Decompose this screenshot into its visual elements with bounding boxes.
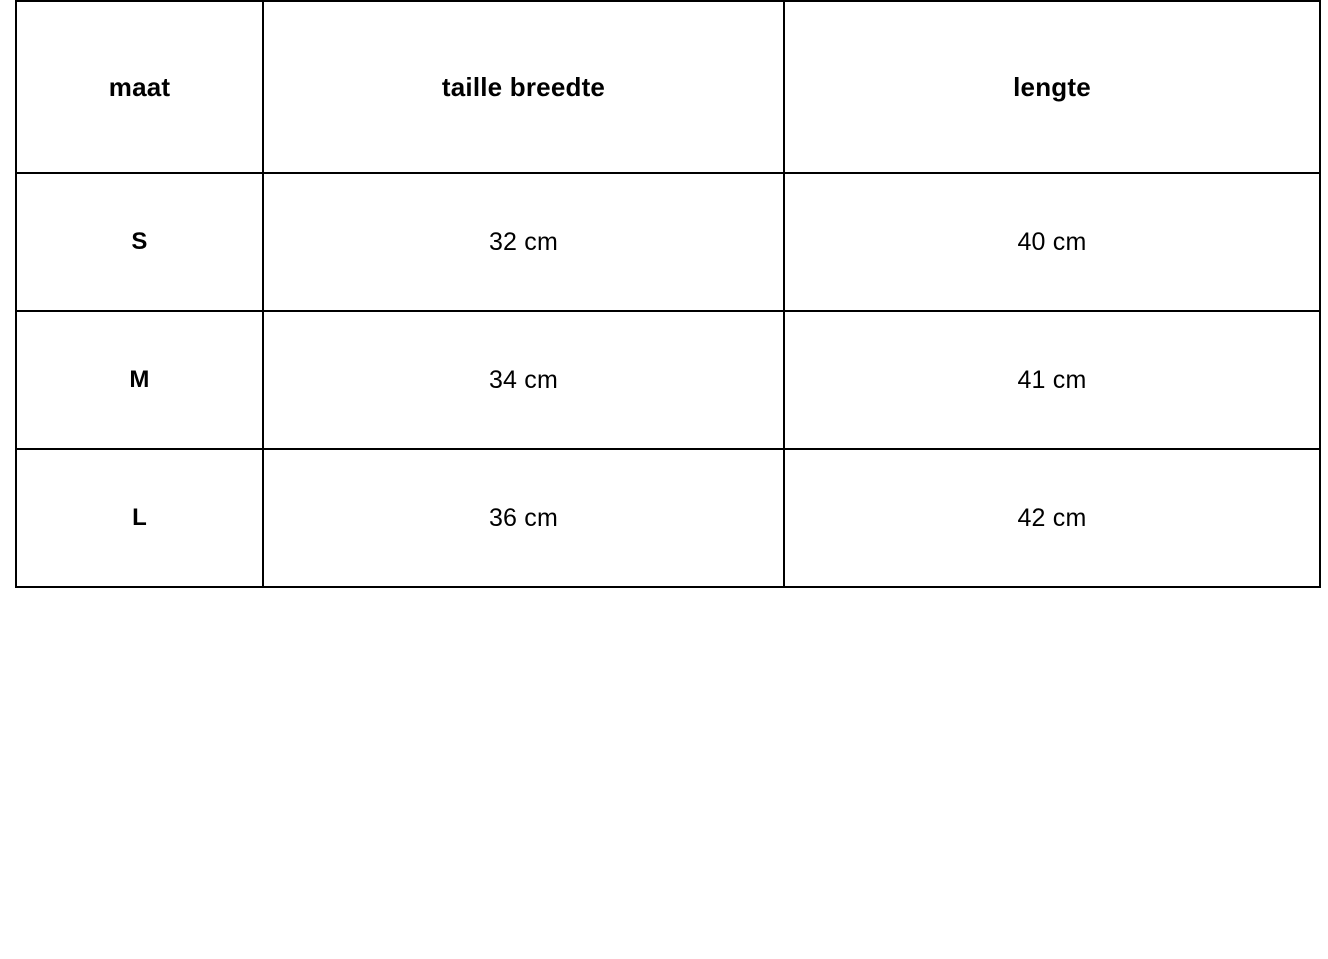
cell-size: S — [16, 173, 263, 311]
cell-length: 41 cm — [784, 311, 1320, 449]
cell-waist-width: 34 cm — [263, 311, 784, 449]
column-header-waist-width: taille breedte — [263, 1, 784, 173]
table-row — [16, 311, 1320, 449]
cell-length: 42 cm — [784, 449, 1320, 587]
table-header-row — [16, 1, 1320, 173]
cell-size: M — [16, 311, 263, 449]
cell-length: 40 cm — [784, 173, 1320, 311]
column-header-size: maat — [16, 1, 263, 173]
column-header-length: lengte — [784, 1, 1320, 173]
cell-waist-width: 36 cm — [263, 449, 784, 587]
cell-waist-width: 32 cm — [263, 173, 784, 311]
table-body — [16, 173, 1320, 587]
cell-size: L — [16, 449, 263, 587]
table-row — [16, 449, 1320, 587]
size-chart-table — [15, 0, 1321, 588]
table-header — [16, 1, 1320, 173]
table-row — [16, 173, 1320, 311]
